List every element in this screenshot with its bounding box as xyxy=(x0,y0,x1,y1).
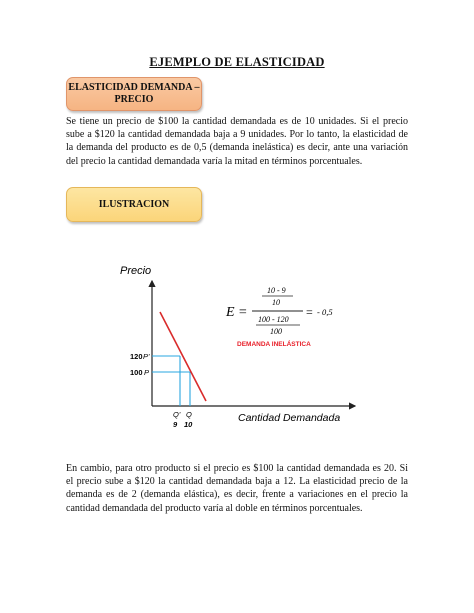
box-label-line1: ELASTICIDAD DEMANDA – xyxy=(68,82,200,93)
paragraph-example-2: En cambio, para otro producto si el precio es $100 la cantidad demandada es 20. Si el precio sube a $120 la cantidad demandada baja a 12. La elasticidad precio de la demanda es de 2 (demanda elástica), es decir, frente a variaciones en el precio la cantidad demandada del producto varía al doble en términos porcentuales. xyxy=(66,463,408,514)
elasticity-diagram xyxy=(110,256,360,431)
qty-high-symbol: Q xyxy=(186,410,192,419)
numerator-bottom: 10 xyxy=(272,298,280,307)
price-high-symbol: P' xyxy=(143,352,150,361)
box-label-line2: PRECIO xyxy=(114,94,154,105)
demand-type-label: DEMANDA INELÁSTICA xyxy=(237,341,311,348)
y-axis-label: Precio xyxy=(120,265,152,277)
denominator-bottom: 100 xyxy=(270,327,282,336)
qty-low-symbol: Q' xyxy=(173,410,181,419)
price-low-symbol: P xyxy=(144,368,150,377)
elasticity-formula xyxy=(225,286,333,336)
price-high-label: 120 xyxy=(130,352,143,361)
box-label-illustration: ILUSTRACION xyxy=(98,199,170,210)
x-axis-label: Cantidad Demandada xyxy=(238,412,341,424)
qty-high-label: 10 xyxy=(184,420,193,429)
numerator-top: 10 - 9 xyxy=(267,286,286,295)
paragraph-example-1: Se tiene un precio de $100 la cantidad demandada es de 10 unidades. Si el precio sube a $120 la cantidad demandada baja a 9 unidades. Por lo tanto, la elasticidad de la demanda del producto es de 0,5 (demanda inelástica) es decir, ante una variación del precio la cantidad demandada varía la mitad en términos porcentuales. xyxy=(66,116,408,167)
page-title: EJEMPLO DE ELASTICIDAD xyxy=(149,55,325,69)
section-box-elasticity xyxy=(66,77,202,111)
denominator-top: 100 - 120 xyxy=(258,315,289,324)
result-equals: = xyxy=(306,305,313,319)
formula-e: E = xyxy=(226,305,248,320)
result-value: - 0,5 xyxy=(317,307,333,317)
section-box-illustration xyxy=(66,187,202,222)
qty-low-label: 9 xyxy=(173,420,178,429)
price-low-label: 100 xyxy=(130,368,143,377)
